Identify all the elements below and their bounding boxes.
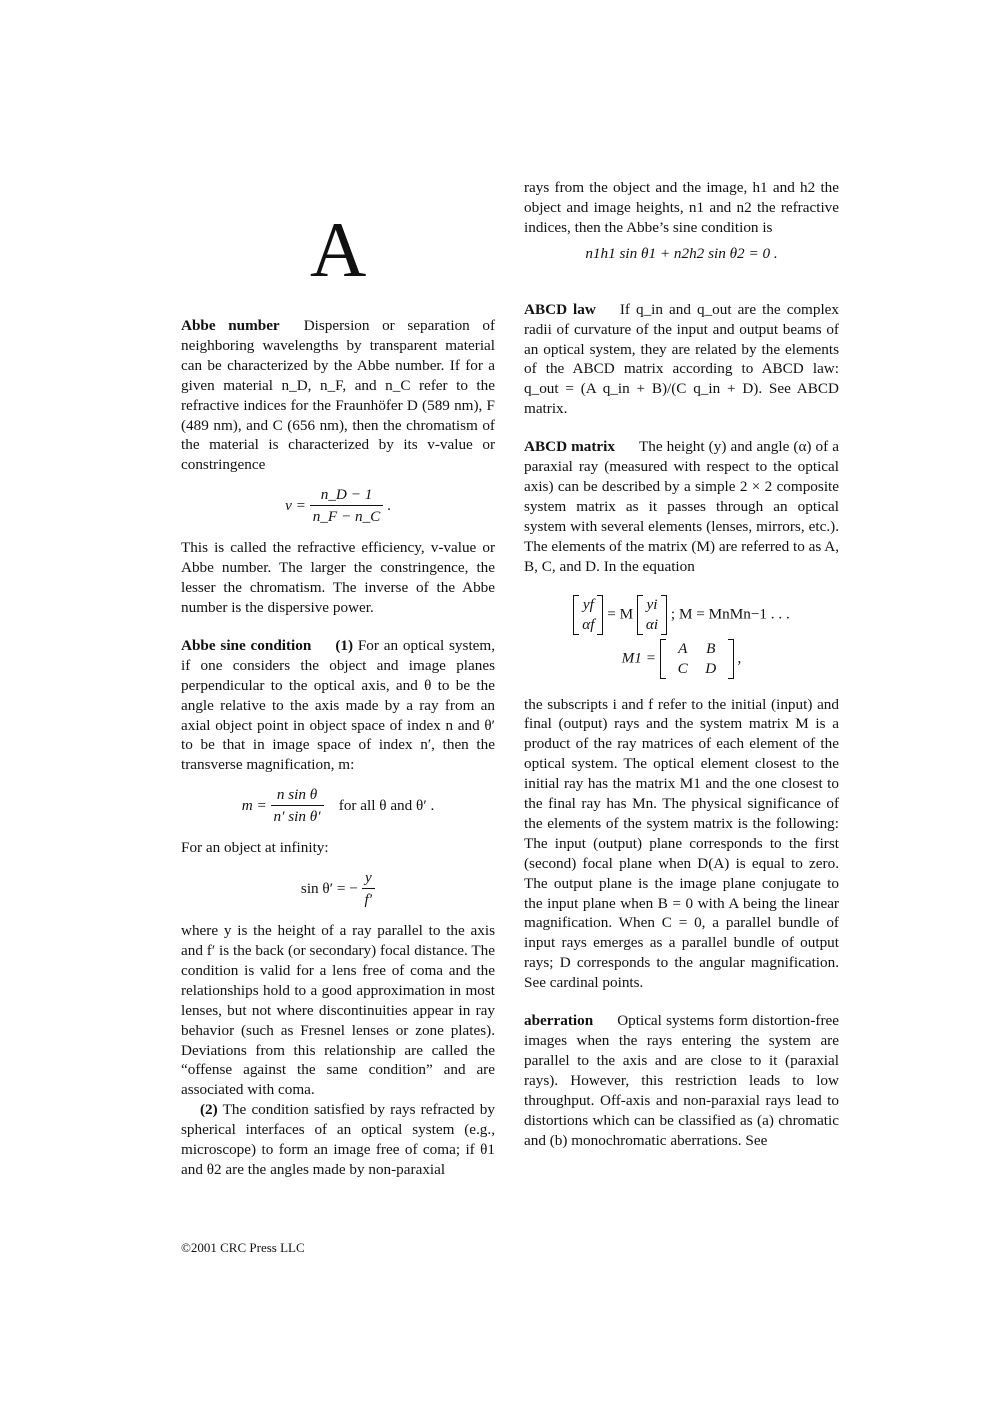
fraction xyxy=(362,868,376,911)
entry-text: Dispersion or separation of neighboring wavelengths by transparent material can be characterized by the Abbe number. If for a given material n_D, n_F, and n_C refer to the refractive indices for the Fraunhöfer D (589 nm), F (489 nm), and C (656 nm), then the chromatism of the material is characterized by its v-value or constringence xyxy=(181,317,496,474)
equation-sine-condition: n1h1 sin θ1 + n2h2 sin θ2 = 0 . xyxy=(585,244,778,262)
entry-abbe-number xyxy=(181,316,495,475)
equation-magnification xyxy=(181,785,495,828)
headword: Abbe number xyxy=(181,317,280,334)
entry-abbe-sine-condition xyxy=(181,636,495,775)
vector-entry: αf xyxy=(582,615,595,633)
entry-aberration xyxy=(524,1011,839,1150)
equation-abcd-matrix xyxy=(524,595,839,635)
equation-infinity xyxy=(181,868,495,911)
entry-text: This is called the refractive efficiency, v-value or Abbe number. The larger the constringence, the lesser the chromatism. The inverse of the Abbe number is the dispersive power. xyxy=(181,539,495,616)
matrix-entry: A xyxy=(678,639,688,657)
eq-tail: for all θ and θ′ . xyxy=(338,797,435,815)
vector-entry: αi xyxy=(645,615,659,633)
matrix-entry: D xyxy=(705,659,717,677)
denominator: n′ sin θ′ xyxy=(271,805,324,828)
m1-matrix xyxy=(660,639,734,679)
eq-mid: = M xyxy=(607,604,634,622)
vector-entry: yi xyxy=(646,595,658,613)
entry-text: the subscripts i and f refer to the initial (input) and final (output) rays and the system matrix M is a product of the ray matrices of each element of the optical system. The optical element closest to the initial ray has the matrix M1 and the one closest to the final ray has Mn. The physical significance of the elements of the system matrix is the following: The input (output) plane corresponds to the first (second) focal plane when D(A) is equal to zero. The output plane is the image plane conjugate to the input plane when B = 0 with A being the linear magnification. When C = 0, a parallel bundle of input rays emerges as a parallel bundle of output rays; D corresponds to the angular magnification. See cardinal points. xyxy=(524,695,839,992)
eq-lhs: v = xyxy=(285,497,306,515)
eq-lhs: sin θ′ = − xyxy=(300,880,358,898)
entry-text: where y is the height of a ray parallel to the axis and f′ is the back (or secondary) focal distance. The condition is valid for a lens free of coma and the relationships hold to a good approximation in most lenses, but not where discontinuities appear in ray behavior (such as Fresnel lenses or zone plates). Deviations from this relationship are called the “offense against the same condition” and are associated with coma. xyxy=(181,922,495,1099)
eq-lhs: m = xyxy=(241,797,267,815)
numerator: n_D − 1 xyxy=(320,486,373,504)
entry-text-continued: rays from the object and the image, h1 and h2 the object and image heights, n1 and n2 the refractive indices, then the Abbe’s sine condition is xyxy=(524,179,839,236)
headword: ABCD matrix xyxy=(524,438,615,456)
output-ray-vector xyxy=(573,595,603,635)
eq-tail: . xyxy=(387,497,391,515)
entry-text xyxy=(181,1100,495,1180)
headword: aberration xyxy=(524,1012,594,1030)
numerator: y xyxy=(364,869,372,887)
section-letter: A xyxy=(310,206,367,293)
headword: ABCD law xyxy=(524,300,596,318)
entry-text: The condition satisfied by rays refracted by spherical interfaces of an optical system (e.g., microscope) to form an image free of coma; if θ1 and θ2 are the angles made by non-paraxial xyxy=(181,1101,495,1178)
entry-text: For an object at infinity: xyxy=(181,839,329,857)
equation-abbe-number xyxy=(181,485,495,528)
numerator: n sin θ xyxy=(276,786,318,804)
left-column xyxy=(181,316,495,1180)
entry-text: The height (y) and angle (α) of a paraxial ray (measured with respect to the optical axis) can be described by a simple 2 × 2 composite system matrix as it passes through an optical system with several elements (lenses, mirrors, etc.). The elements of the matrix (M) are referred to as A, B, C, and D. In the equation xyxy=(524,438,840,575)
item-number: (2) xyxy=(200,1101,218,1119)
right-column xyxy=(524,178,839,1150)
entry-abcd-law xyxy=(524,300,839,419)
entry-text: For an optical system, if one considers the object and image planes perpendicular to the optical axis, and θ to be the angle relative to the axis made by a ray from an axial object point in object space of index n and θ′ to be that in image space of index n′, then the transverse magnification, m: xyxy=(181,636,496,774)
item-number: (1) xyxy=(335,636,354,654)
denominator: n_F − n_C xyxy=(310,505,384,528)
entry-text: If q_in and q_out are the complex radii of curvature of the input and output beams of an optical system, they are related by the elements of the ABCD matrix according to ABCD law: q_out = (A q_in + B)/(C q_in + D). See ABCD matrix. xyxy=(524,300,839,418)
eq-lhs: M1 = xyxy=(621,648,656,666)
headword: Abbe sine condition xyxy=(181,636,312,654)
eq-tail: , xyxy=(737,648,742,666)
entry-abcd-matrix xyxy=(524,437,839,576)
denominator: f′ xyxy=(362,888,376,911)
matrix-entry: C xyxy=(677,659,688,677)
input-ray-vector xyxy=(637,595,667,635)
vector-entry: yf xyxy=(582,595,594,613)
matrix-entry: B xyxy=(706,639,716,657)
fraction xyxy=(310,485,384,528)
eq-tail: ; M = MnMn−1 . . . xyxy=(670,604,790,622)
copyright-footer: ©2001 CRC Press LLC xyxy=(181,1240,305,1255)
fraction xyxy=(271,785,324,828)
entry-text: Optical systems form distortion-free images when the rays entering the system are parallel to the axis and are close to it (paraxial rays). However, this restriction leads to low throughput. Off-axis and non-paraxial rays lead to distortions which can be classified as (a) chromatic and (b) monochromatic aberrations. See xyxy=(524,1012,839,1149)
equation-m1 xyxy=(524,639,839,679)
